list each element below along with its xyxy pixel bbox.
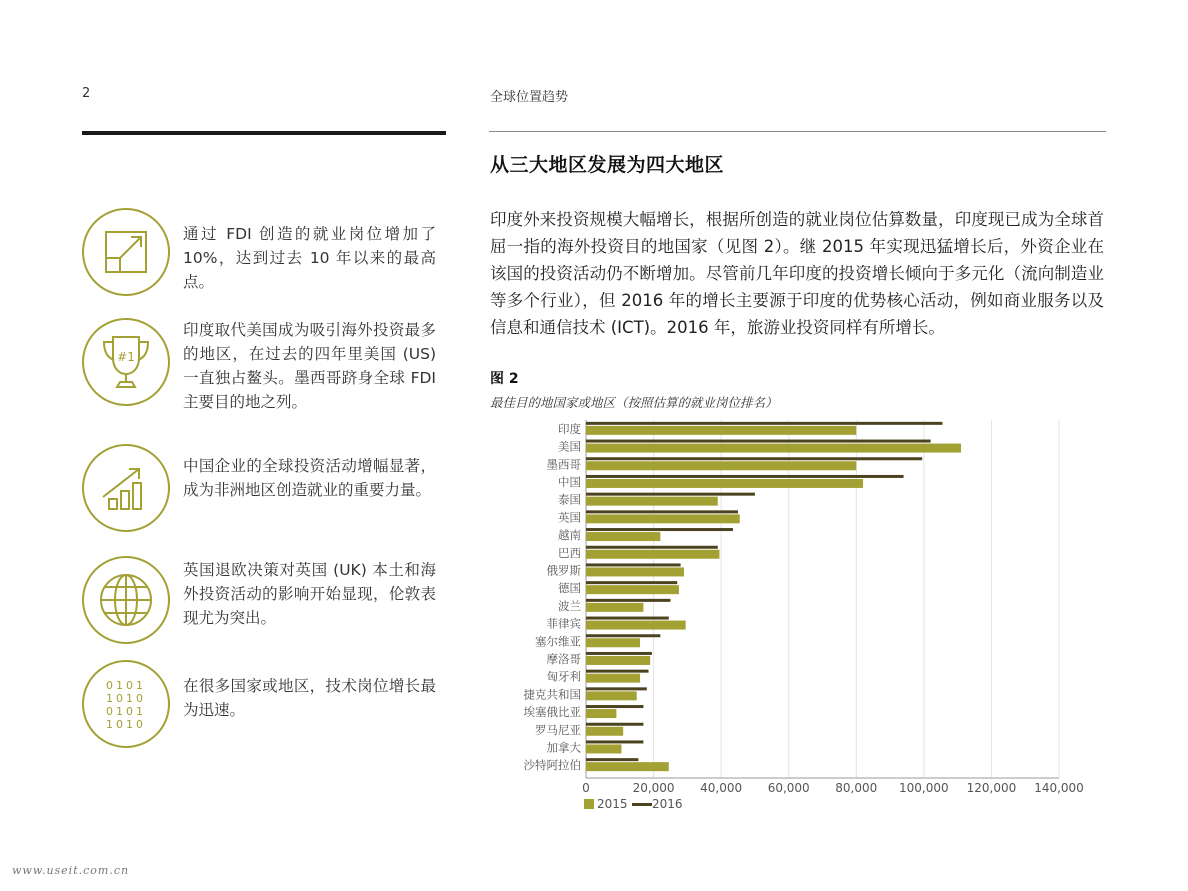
- bar-2016: [586, 670, 649, 673]
- globe-icon: [82, 556, 170, 644]
- expand-arrow-icon: [82, 208, 170, 296]
- key-point-text: 中国企业的全球投资活动增幅显著，成为非洲地区创造就业的重要力量。: [183, 457, 436, 499]
- key-point-text: 通过 FDI 创造的就业岗位增加了 10%，达到过去 10 年以来的最高点。: [183, 225, 436, 291]
- x-tick-label: 40,000: [700, 781, 743, 795]
- bar-2016: [586, 422, 942, 425]
- category-label: 菲律宾: [546, 616, 581, 631]
- figure-caption: 最佳目的地国家或地区（按照估算的就业岗位排名）: [490, 395, 778, 410]
- bar-chart: [490, 412, 1106, 822]
- page-number: 2: [82, 86, 91, 101]
- svg-text:#1: #1: [117, 350, 135, 364]
- bar-2016: [586, 634, 660, 637]
- bar-2016: [586, 457, 922, 460]
- running-head: 全球位置趋势: [490, 90, 569, 105]
- x-tick-label: 140,000: [1034, 781, 1084, 795]
- body-paragraph: 印度外来投资规模大幅增长，根据所创造的就业岗位估算数量，印度现已成为全球首屈一指的海外投资目的地国家（见图 2）。继 2015 年实现迅猛增长后，外资企业在该国的投资活动仍不断增加。尽管前几年印度的投资增长倾向于多元化（流向制造业等多个行业），但 2016 年的增长主要源于印度的优势核心活动，例如商业服务以及信息和通信技术 (ICT)。2016 年，旅游业投资同样有所增长。: [490, 210, 1104, 337]
- bar-2015: [586, 709, 616, 718]
- category-label: 越南: [558, 528, 581, 543]
- bar-2015: [586, 656, 650, 665]
- section-heading: 从三大地区发展为四大地区: [490, 154, 725, 176]
- category-label: 加拿大: [546, 740, 581, 755]
- category-label: 英国: [558, 510, 581, 525]
- x-tick-label: 120,000: [966, 781, 1017, 795]
- category-label: 塞尔维亚: [535, 634, 581, 649]
- bar-2016: [586, 528, 733, 531]
- bar-2016: [586, 599, 670, 602]
- bar-2015: [586, 621, 686, 630]
- bar-2015: [586, 585, 679, 594]
- figure-label: 图 2: [490, 371, 519, 387]
- category-label: 罗马尼亚: [535, 722, 581, 737]
- key-point-3: [82, 444, 446, 534]
- bar-2016: [586, 758, 638, 761]
- key-point-text: 印度取代美国成为吸引海外投资最多的地区，在过去的四年里美国 (US) 一直独占鳌头。墨西哥跻身全球 FDI 主要目的地之列。: [183, 321, 436, 411]
- category-label: 德国: [558, 581, 581, 596]
- legend-label-2015: 2015: [597, 797, 628, 811]
- bar-2016: [586, 493, 755, 496]
- x-tick-label: 0: [582, 781, 590, 795]
- svg-text:0101: 0101: [106, 705, 146, 718]
- legend-label-2016: 2016: [652, 797, 683, 811]
- key-point-2: [82, 318, 446, 411]
- bar-2016: [586, 581, 677, 584]
- left-rule: [82, 131, 446, 135]
- svg-text:0101: 0101: [106, 679, 146, 692]
- bar-2015: [586, 444, 961, 453]
- x-tick-label: 80,000: [835, 781, 878, 795]
- category-label: 沙特阿拉伯: [523, 758, 581, 773]
- bar-2015: [586, 744, 621, 753]
- bar-2015: [586, 762, 669, 771]
- category-label: 墨西哥: [546, 457, 581, 472]
- category-label: 波兰: [558, 598, 581, 613]
- bar-2015: [586, 461, 856, 470]
- bar-2015: [586, 674, 640, 683]
- bar-2016: [586, 705, 643, 708]
- bar-2015: [586, 532, 660, 541]
- category-label: 中国: [558, 474, 581, 489]
- bar-2016: [586, 740, 643, 743]
- category-label: 印度: [558, 421, 581, 436]
- category-label: 泰国: [558, 492, 581, 507]
- binary-code-icon: [82, 660, 170, 748]
- bar-2015: [586, 567, 684, 576]
- legend-swatch-2015: [584, 799, 594, 809]
- category-label: 美国: [558, 439, 581, 454]
- category-label: 摩洛哥: [546, 651, 581, 666]
- watermark: www.useit.com.cn: [12, 864, 130, 877]
- right-rule: [489, 131, 1106, 132]
- bar-2015: [586, 550, 719, 559]
- bar-2015: [586, 691, 637, 700]
- svg-text:1010: 1010: [106, 692, 146, 705]
- key-point-text: 英国退欧决策对英国 (UK) 本土和海外投资活动的影响开始显现，伦敦表现尤为突出。: [183, 561, 436, 627]
- bar-2016: [586, 563, 681, 566]
- category-label: 巴西: [558, 545, 581, 560]
- key-point-4: [82, 556, 446, 646]
- bar-2015: [586, 497, 718, 506]
- bar-2015: [586, 426, 856, 435]
- bar-2016: [586, 440, 931, 443]
- bar-2015: [586, 638, 640, 647]
- growth-chart-icon: [82, 444, 170, 532]
- x-tick-label: 100,000: [899, 781, 949, 795]
- bar-2016: [586, 475, 904, 478]
- x-tick-label: 60,000: [767, 781, 810, 795]
- key-point-text: 在很多国家或地区，技术岗位增长最为迅速。: [183, 677, 436, 719]
- category-label: 捷克共和国: [523, 687, 581, 702]
- bar-2016: [586, 510, 738, 513]
- bar-2015: [586, 514, 740, 523]
- bar-2015: [586, 603, 643, 612]
- legend-swatch-2016: [632, 803, 652, 806]
- category-label: 埃塞俄比亚: [523, 705, 581, 720]
- trophy-icon: [82, 318, 170, 406]
- key-point-5: [82, 660, 446, 750]
- bar-2016: [586, 617, 669, 620]
- category-label: 匈牙利: [546, 669, 581, 684]
- bar-2016: [586, 546, 718, 549]
- bar-2016: [586, 687, 647, 690]
- bar-2016: [586, 652, 652, 655]
- svg-text:1010: 1010: [106, 718, 146, 731]
- bar-2016: [586, 723, 643, 726]
- bar-2015: [586, 727, 623, 736]
- bar-2015: [586, 479, 863, 488]
- category-label: 俄罗斯: [546, 563, 581, 578]
- key-point-1: [82, 208, 446, 298]
- x-tick-label: 20,000: [632, 781, 675, 795]
